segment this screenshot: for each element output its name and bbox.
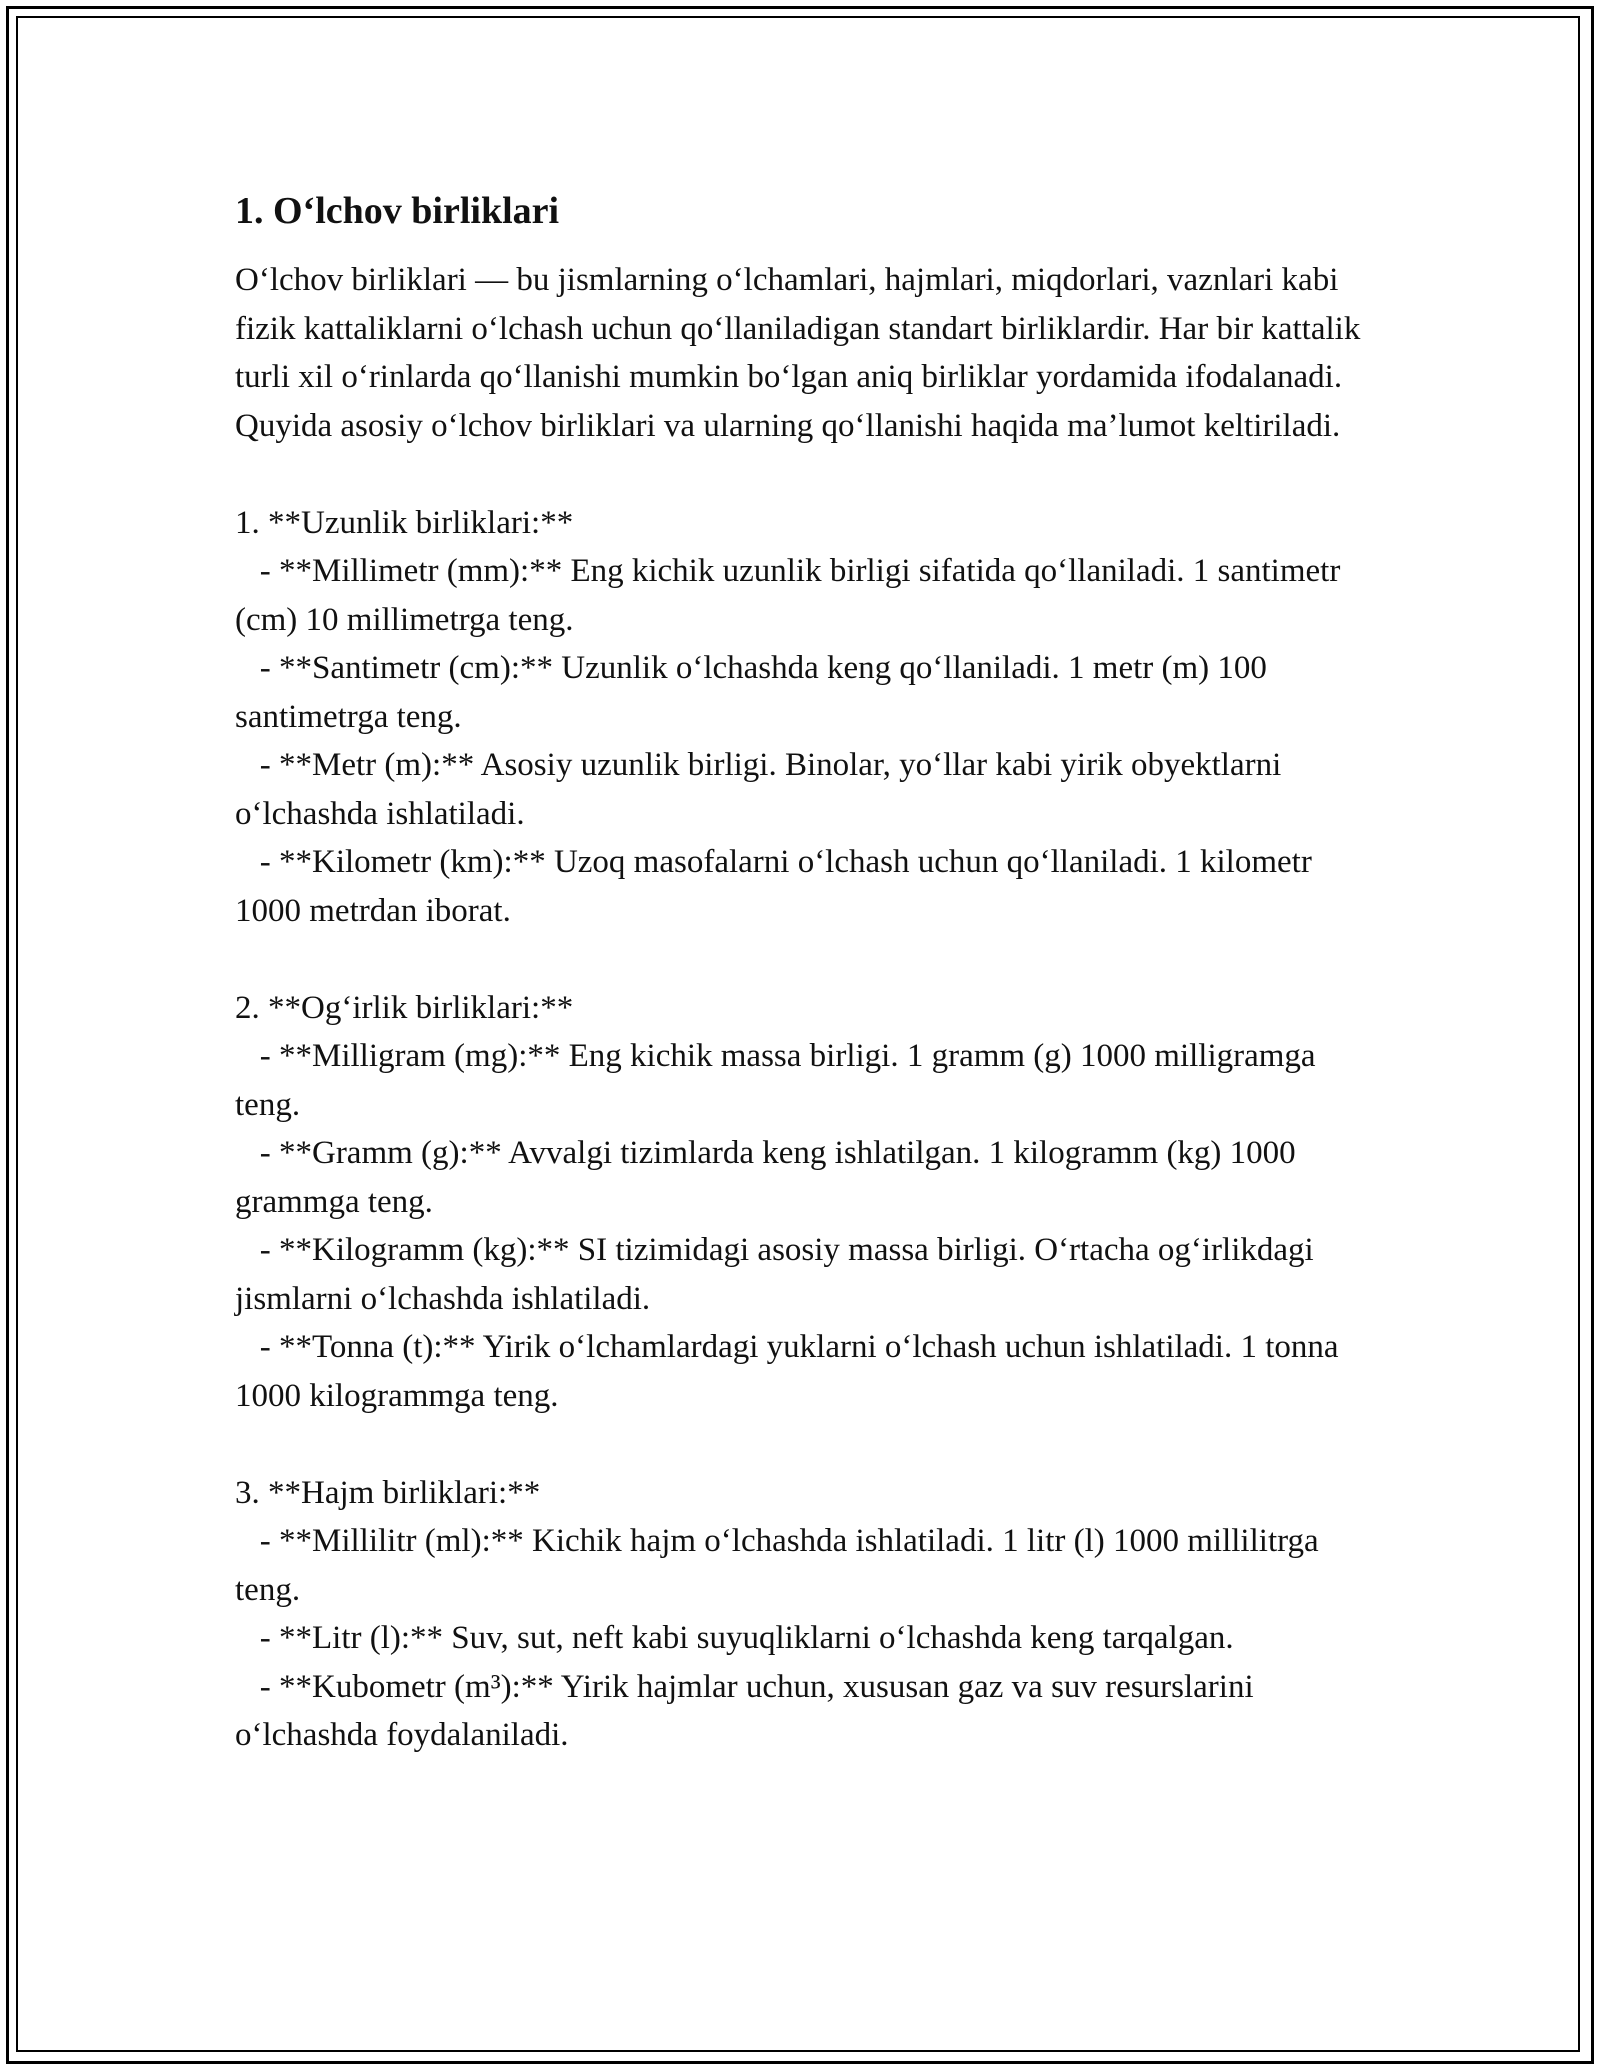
section-gap	[235, 450, 1375, 499]
list-item	[235, 1323, 1375, 1420]
list-item-text: - **Millilitr (ml):** Kichik hajm o‘lchashda ishlatiladi. 1 litr (l) 1000 millilitrga teng.	[235, 1523, 1319, 1608]
list-item-text: - **Millimetr (mm):** Eng kichik uzunlik birligi sifatida qo‘llaniladi. 1 santimetr (cm) 10 millimetrga teng.	[235, 553, 1341, 638]
list-item-text: - **Milligram (mg):** Eng kichik massa birligi. 1 gramm (g) 1000 milligramga teng.	[235, 1038, 1316, 1123]
section-heading: 1. **Uzunlik birliklari:**	[235, 504, 574, 541]
list-item-text: - **Santimetr (cm):** Uzunlik o‘lchashda keng qo‘llaniladi. 1 metr (m) 100 santimetrga teng.	[235, 650, 1267, 735]
list-item	[235, 1614, 1375, 1663]
list-item-text: - **Litr (l):** Suv, sut, neft kabi suyuqliklarni o‘lchashda keng tarqalgan.	[259, 1620, 1234, 1656]
section-length-units	[235, 499, 1375, 936]
list-item-text: - **Gramm (g):** Avvalgi tizimlarda keng ishlatilgan. 1 kilogramm (kg) 1000 grammga teng.	[235, 1135, 1296, 1220]
section-heading: 3. **Hajm birliklari:**	[235, 1474, 541, 1511]
list-item	[235, 1129, 1375, 1226]
document-title: 1. O‘lchov birliklari	[235, 190, 560, 232]
list-item	[235, 741, 1375, 838]
list-item	[235, 1663, 1375, 1760]
list-item-text: - **Kilogramm (kg):** SI tizimidagi asosiy massa birligi. O‘rtacha og‘irlikdagi jismlarni o‘lchashda ishlatiladi.	[235, 1232, 1314, 1317]
list-item	[235, 838, 1375, 935]
list-item-text: - **Kubometr (m³):** Yirik hajmlar uchun, xususan gaz va suv resurslarini o‘lchashda foydalaniladi.	[235, 1668, 1254, 1753]
list-item	[235, 1517, 1375, 1614]
section-heading: 2. **Og‘irlik birliklari:**	[235, 989, 574, 1026]
section-gap	[235, 1420, 1375, 1469]
list-item	[235, 1226, 1375, 1323]
list-item	[235, 644, 1375, 741]
intro-paragraph: O‘lchov birliklari — bu jismlarning o‘lchamlari, hajmlari, miqdorlari, vaznlari kabi fizik kattaliklarni o‘lchash uchun qo‘llaniladigan standart birliklardir. Har bir kattalik turli xil o‘rinlarda qo‘llanishi mumkin bo‘lgan aniq birliklar yordamida ifodalanadi. Quyida asosiy o‘lchov birliklari va ularning qo‘llanishi haqida ma’lumot keltiriladi.	[235, 262, 1361, 444]
list-item-text: - **Kilometr (km):** Uzoq masofalarni o‘lchash uchun qo‘llaniladi. 1 kilometr 1000 metrdan iborat.	[235, 844, 1312, 929]
list-item-text: - **Metr (m):** Asosiy uzunlik birligi. Binolar, yo‘llar kabi yirik obyektlarni o‘lchashda ishlatiladi.	[235, 747, 1282, 832]
section-volume-units	[235, 1469, 1375, 1760]
list-item	[235, 1032, 1375, 1129]
list-item	[235, 547, 1375, 644]
section-gap	[235, 935, 1375, 984]
list-item-text: - **Tonna (t):** Yirik o‘lchamlardagi yuklarni o‘lchash uchun ishlatiladi. 1 tonna 1000 kilogrammga teng.	[235, 1329, 1339, 1414]
document-body	[235, 186, 1375, 1760]
section-weight-units	[235, 984, 1375, 1421]
